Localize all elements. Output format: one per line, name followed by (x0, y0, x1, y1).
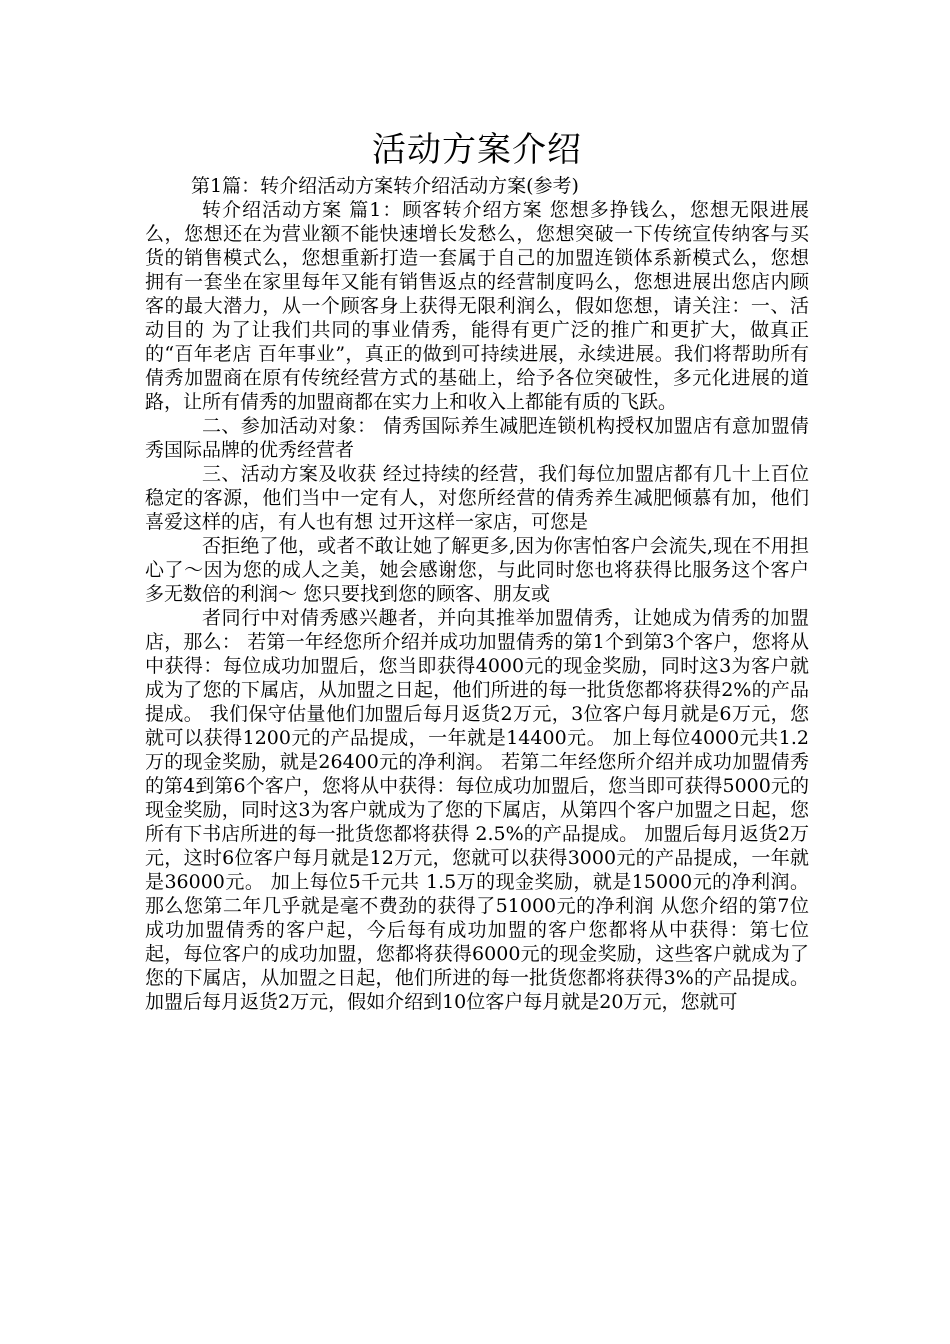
paragraph-refusal: 否拒绝了他，或者不敢让她了解更多,因为你害怕客户会流失,现在不用担心了～因为您的成人之美，她会感谢您，与此同时您也将获得比服务这个客户多无数倍的利润～ 您只要找到您的顾客、朋友或 (145, 535, 809, 605)
paragraph-participants: 二、参加活动对象： 倩秀国际养生减肥连锁机构授权加盟店有意加盟倩秀国际品牌的优秀经营者 (145, 415, 809, 461)
document-page (145, 128, 809, 1014)
paragraph-rewards: 者同行中对倩秀感兴趣者，并向其推举加盟倩秀，让她成为倩秀的加盟店，那么： 若第一年经您所介绍并成功加盟倩秀的第1个到第3个客户，您将从中获得：每位成功加盟后，您当即获得4000元的现金奖励，同时这3为客户就成为了您的下属店，从加盟之日起，他们所进的每一批货您都将获得2%的产品提成。 我们保守估量他们加盟后每月返货2万元，3位客户每月就是6万元，您就可以获得1200元的产品提成，一年就是14400元。 加上每位4000元共1.2万的现金奖励，就是26400元的净利润。 若第二年经您所介绍并成功加盟倩秀的第4到第6个客户，您将从中获得：每位成功加盟后，您当即可获得5000元的现金奖励，同时这3为客户就成为了您的下属店，从第四个客户加盟之日起，您所有下书店所进的每一批货您都将获得 2.5%的产品提成。 加盟后每月返货2万元，这时6位客户每月就是12万元，您就可以获得3000元的产品提成，一年就是36000元。 加上每位5千元共 1.5万的现金奖励，就是15000元的净利润。那么您第二年几乎就是毫不费劲的获得了51000元的净利润 从您介绍的第7位成功加盟倩秀的客户起，今后每有成功加盟的客户您都将从中获得：第七位起，每位客户的成功加盟，您都将获得6000元的现金奖励，这些客户就成为了您的下属店，从加盟之日起，他们所进的每一批货您都将获得3%的产品提成。 加盟后每月返货2万元，假如介绍到10位客户每月就是20万元，您就可 (145, 607, 809, 1013)
document-subtitle: 第1篇：转介绍活动方案转介绍活动方案(参考) (191, 175, 579, 197)
paragraph-plan: 三、活动方案及收获 经过持续的经营，我们每位加盟店都有几十上百位稳定的客源，他们当中一定有人，对您所经营的倩秀养生减肥倾慕有加，他们喜爱这样的店，有人也有想 过开这样一家店，可您是 (145, 463, 809, 533)
document-title: 活动方案介绍 (372, 130, 582, 170)
paragraph-intro: 转介绍活动方案 篇1：顾客转介绍方案 您想多挣钱么，您想无限进展么，您想还在为营业额不能快速增长发愁么，您想突破一下传统宣传纳客与买货的销售模式么，您想重新打造一套属于自己的加盟连锁体系新模式么，您想拥有一套坐在家里每年又能有销售返点的经营制度吗么，您想进展出您店内顾客的最大潜力，从一个顾客身上获得无限利润么，假如您想，请关注：一、活动目的 为了让我们共同的事业倩秀，能得有更广泛的推广和更扩大，做真正的“百年老店 百年事业”，真正的做到可持续进展，永续进展。我们将帮助所有倩秀加盟商在原有传统经营方式的基础上，给予各位突破性，多元化进展的道路，让所有倩秀的加盟商都在实力上和收入上都能有质的飞跃。 (145, 199, 809, 413)
